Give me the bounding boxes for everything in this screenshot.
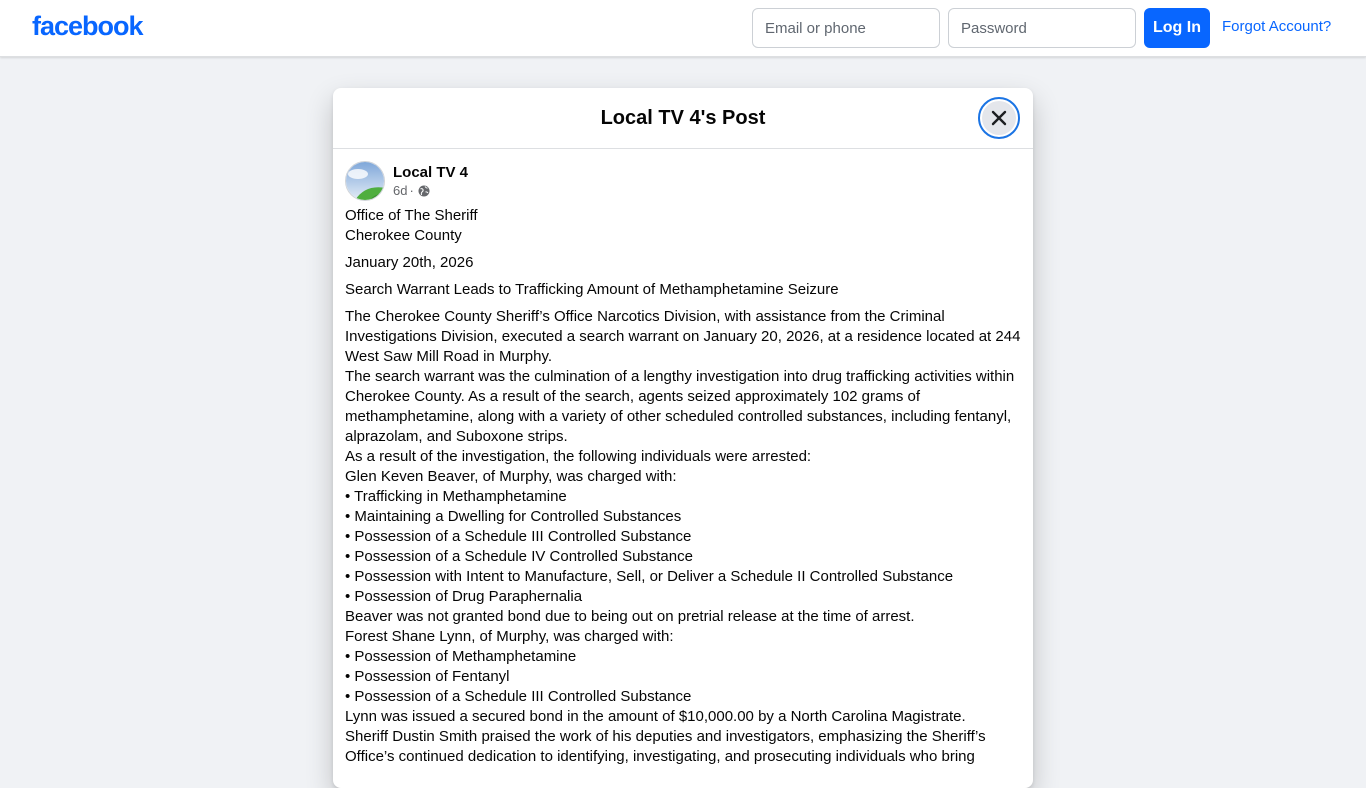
- list-item: • Possession of Drug Paraphernalia: [345, 588, 583, 605]
- dialog-title: Local TV 4's Post: [600, 106, 766, 129]
- post-line: Forest Shane Lynn, of Murphy, was charged with:: [345, 628, 674, 645]
- dialog-header: [333, 88, 1033, 149]
- email-field[interactable]: [752, 8, 940, 48]
- post-line: The Cherokee County Sheriff’s Office Narcotics Division, with assistance from the Criminal Investigations Division, executed a search warrant on January 20, 2026, at a residence located at 244 West Saw Mill Road in Murphy.: [345, 308, 1021, 365]
- post: [333, 149, 1033, 767]
- list-item: • Possession of a Schedule III Controlled Substance: [345, 528, 692, 545]
- list-item: • Possession of Fentanyl: [345, 668, 510, 685]
- avatar-image: [346, 162, 385, 201]
- list-item: • Possession of a Schedule IV Controlled Substance: [345, 548, 693, 565]
- list-item: • Possession of a Schedule III Controlled Substance: [345, 688, 692, 705]
- post-body: [345, 206, 1021, 767]
- close-button[interactable]: [978, 97, 1020, 139]
- separator: ·: [409, 182, 414, 198]
- post-line: Sheriff Dustin Smith praised the work of his deputies and investigators, emphasizing the Sheriff’s Office’s continued dedication to identifying, investigating, and prosecuting individuals who bring: [345, 728, 986, 765]
- list-item: • Possession of Methamphetamine: [345, 648, 577, 665]
- post-line: Office of The Sheriff: [345, 207, 478, 224]
- avatar[interactable]: [345, 161, 385, 201]
- post-meta: [393, 163, 468, 200]
- list-item: • Possession with Intent to Manufacture, Sell, or Deliver a Schedule II Controlled Substance: [345, 568, 954, 585]
- list-item: • Trafficking in Methamphetamine: [345, 488, 567, 505]
- post-line: Beaver was not granted bond due to being out on pretrial release at the time of arrest.: [345, 608, 915, 625]
- list-item: • Maintaining a Dwelling for Controlled Substances: [345, 508, 682, 525]
- close-icon: [989, 108, 1009, 128]
- post-line: Lynn was issued a secured bond in the amount of $10,000.00 by a North Carolina Magistrate.: [345, 708, 966, 725]
- post-dialog: [333, 88, 1033, 788]
- post-line: Cherokee County: [345, 227, 462, 244]
- post-line: Glen Keven Beaver, of Murphy, was charged with:: [345, 468, 677, 485]
- top-bar: [0, 0, 1366, 57]
- post-subtitle: [393, 182, 468, 200]
- facebook-logo[interactable]: facebook: [32, 11, 143, 41]
- login-button[interactable]: Log In: [1144, 8, 1210, 48]
- password-field[interactable]: [948, 8, 1136, 48]
- post-header: [345, 161, 1021, 201]
- post-time[interactable]: 6d: [393, 182, 408, 198]
- post-line: The search warrant was the culmination of a lengthy investigation into drug trafficking activities within Cherokee County. As a result of the search, agents seized approximately 102 grams of methamphetamine, along with a variety of other scheduled controlled substances, including fentanyl, alprazolam, and Suboxone strips.: [345, 368, 1015, 445]
- forgot-account-link[interactable]: Forgot Account?: [1222, 18, 1332, 35]
- post-line: Search Warrant Leads to Trafficking Amount of Methamphetamine Seizure: [345, 281, 839, 298]
- globe-icon: [418, 185, 430, 197]
- post-line: January 20th, 2026: [345, 254, 474, 271]
- page-name[interactable]: Local TV 4: [393, 163, 469, 181]
- post-line: As a result of the investigation, the following individuals were arrested:: [345, 448, 812, 465]
